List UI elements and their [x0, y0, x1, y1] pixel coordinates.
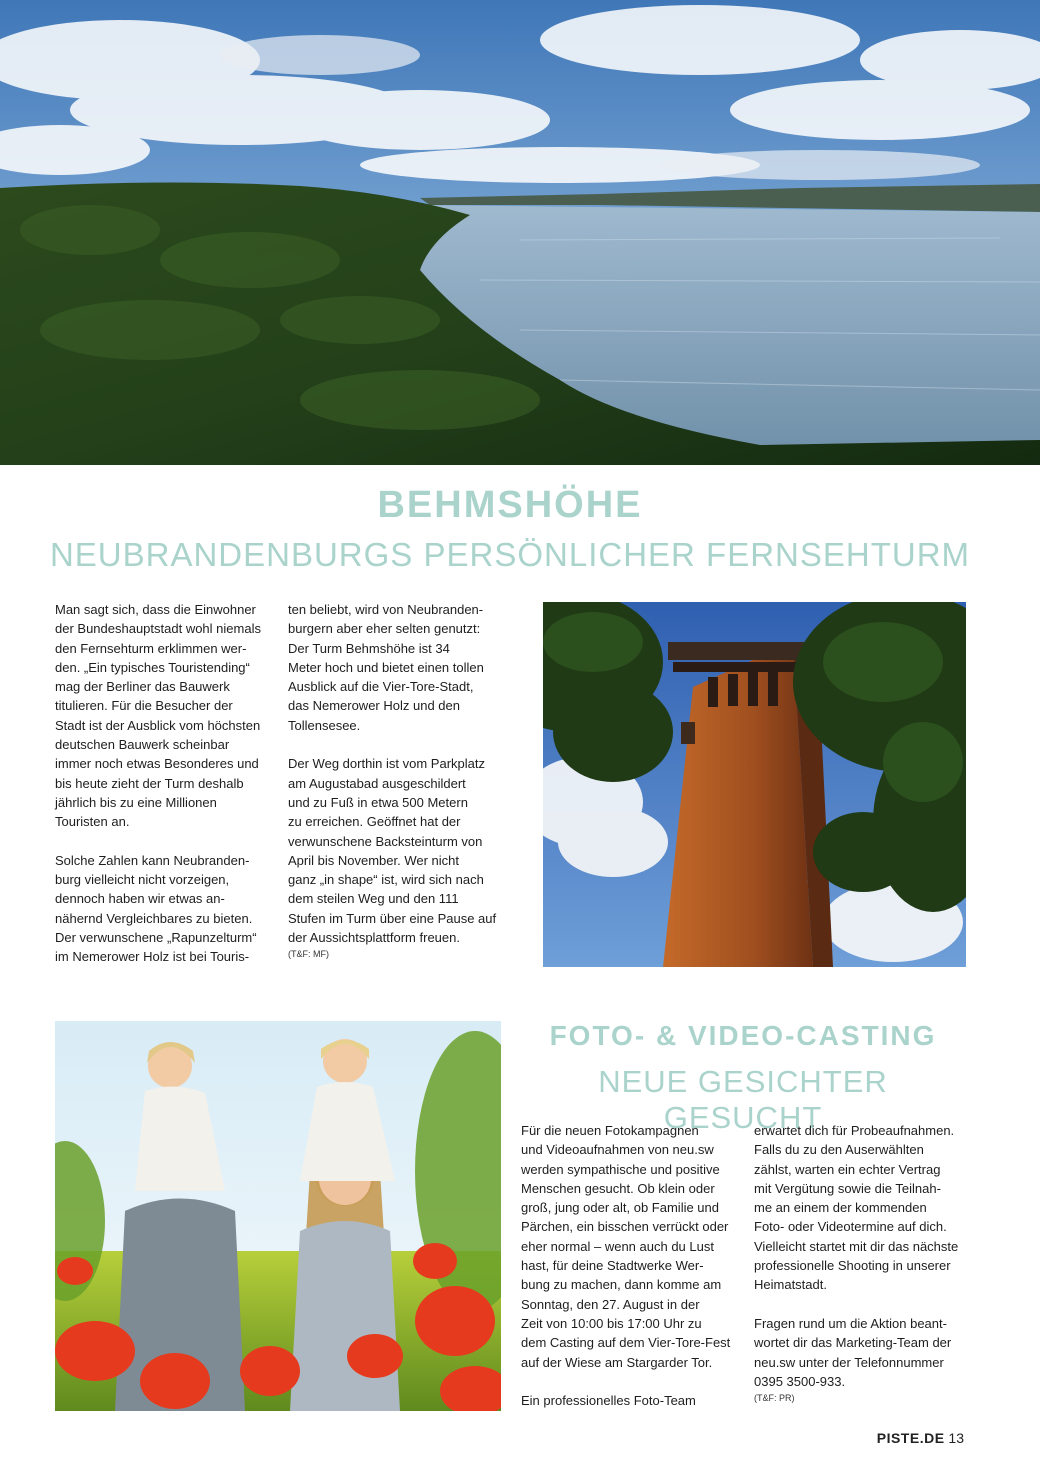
footer-page-number: 13: [948, 1430, 964, 1446]
article1-column-1: [55, 600, 277, 967]
family-photo: [55, 1021, 501, 1411]
article1-credit: (T&F: MF): [288, 949, 329, 960]
article1-column-2: [288, 600, 516, 959]
article2-kicker: FOTO- & VIDEO-CASTING: [549, 1020, 937, 1051]
article1-kicker: BEHMSHÖHE: [377, 484, 643, 526]
article2-col2-paragraph-1: erwartet dich für Probeaufnahmen. Falls du zu den Auserwählten zählst, warten ein echter Vertrag mit Vergütung sowie die Teilnah- me an einem der kommenden Foto- oder Videotermine auf dich. Vielleicht startet mit dir das nächste professionelle Shooting in unserer Heimatstadt.: [754, 1123, 959, 1293]
article2-subhead: NEUE GESICHTER GESUCHT: [598, 1064, 888, 1135]
article2-column-1: [521, 1121, 743, 1410]
article1-col1-paragraph-1: Man sagt sich, dass die Einwohner der Bundeshauptstadt wohl niemals den Fernsehturm erklimmen wer- den. „Ein typisches Touristending“ mag der Berliner das Bauwerk titulieren. Für die Besucher der Stadt ist der Ausblick vom höchsten deutschen Bauwerk scheinbar immer noch etwas Besonderes und bis heute zieht der Turm deshalb jährlich bis zu eine Millionen Touristen an.: [55, 602, 261, 830]
tower-photo: [543, 602, 966, 967]
article1-subhead: NEUBRANDENBURGS PERSÖNLICHER FERNSEHTURM: [49, 536, 971, 573]
footer-site: PISTE.DE: [876, 1430, 945, 1446]
page-footer: [877, 1430, 964, 1446]
article2-credit: (T&F: PR): [754, 1393, 795, 1404]
article2-col2-paragraph-2: Fragen rund um die Aktion beant- wortet dir das Marketing-Team der neu.sw unter der Telefonnummer 0395 3500-933.: [754, 1315, 952, 1389]
article2-column-2: [754, 1121, 976, 1403]
article2-col1-paragraph-1: Für die neuen Fotokampagnen und Videoaufnahmen von neu.sw werden sympathische und positive Menschen gesucht. Ob klein oder groß, jung oder alt, ob Familie und Pärchen, ein bisschen verrückt oder eher normal – wenn auch du Lust hast, für deine Stadtwerke Wer- bung zu machen, dann komme am Sonntag, den 27. August in der Zeit von 10:00 bis 17:00 Uhr zu dem Casting auf dem Vier-Tore-Fest auf der Wiese am Stargarder Tor.: [521, 1123, 731, 1370]
article1-col2-paragraph-2: Der Weg dorthin ist vom Parkplatz am Augustabad ausgeschildert und zu Fuß in etwa 500 Metern zu erreichen. Geöffnet hat der verwunschene Backsteinturm von April bis November. Wer nicht ganz „in shape“ ist, wird sich nach dem steilen Weg und den 111 Stufen im Turm über eine Pause auf der Aussichtsplattform freuen.: [288, 756, 497, 946]
hero-lake-photo: [0, 0, 1040, 465]
article1-col2-paragraph-1: ten beliebt, wird von Neubranden- burgern aber eher selten genutzt: Der Turm Behmshöhe ist 34 Meter hoch und bietet einen tollen Ausblick auf die Vier-Tore-Stadt, das Nemerower Holz und den Tollensesee.: [288, 602, 484, 733]
article1-col1-paragraph-2: Solche Zahlen kann Neubranden- burg vielleicht nicht vorzeigen, dennoch haben wir etwas an- nähernd Vergleichbares zu bieten. Der verwunschene „Rapunzelturm“ im Nemerower Holz ist bei Touris-: [55, 852, 257, 965]
article2-col1-paragraph-2: Ein professionelles Foto-Team: [521, 1393, 696, 1409]
